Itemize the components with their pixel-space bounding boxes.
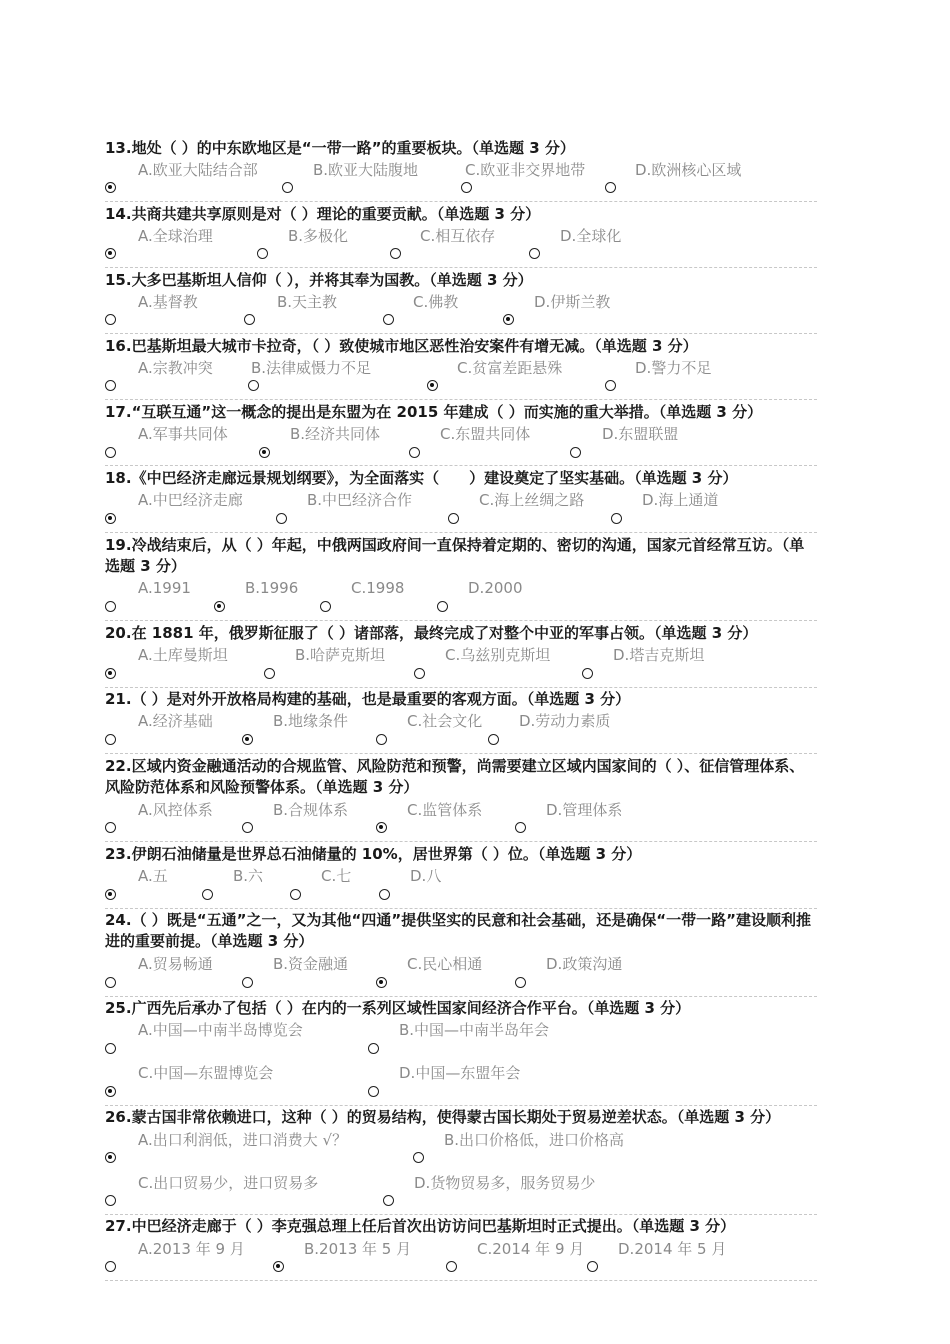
question-title: 16.巴基斯坦最大城市卡拉奇，（ ）致使城市地区恶性治安案件有增无减。（单选题 3 分） [105, 337, 698, 355]
option-label-a: A.基督教 [138, 293, 198, 311]
radio-option-a[interactable] [105, 1043, 116, 1054]
option-label-a: A.风控体系 [138, 801, 213, 819]
radio-option-c[interactable] [105, 1086, 116, 1097]
option-label-b: B.天主教 [277, 293, 338, 311]
radio-option-d[interactable] [582, 668, 593, 679]
question-divider [105, 267, 817, 268]
radio-option-a[interactable] [105, 977, 116, 988]
option-label-b: B.中巴经济合作 [307, 491, 413, 509]
option-label-d: D.2000 [468, 579, 523, 597]
radio-option-b[interactable] [242, 734, 253, 745]
question-16 [105, 336, 817, 401]
question-title: 21.（ ）是对外开放格局构建的基础，也是最重要的客观方面。（单选题 3 分） [105, 690, 631, 708]
option-label-d: D.伊斯兰教 [534, 293, 611, 311]
option-label-b: B.六 [233, 867, 264, 885]
radio-option-b[interactable] [244, 314, 255, 325]
question-title: 23.伊朗石油储量是世界总石油储量的 10%，居世界第（ ）位。（单选题 3 分） [105, 845, 642, 863]
option-label-c: C.出口贸易少，进口贸易多 [138, 1174, 319, 1192]
question-divider [105, 687, 817, 688]
radio-option-b[interactable] [282, 182, 293, 193]
question-23 [105, 844, 817, 910]
radio-option-c[interactable] [461, 182, 472, 193]
question-title: 25.广西先后承办了包括（ ）在内的一系列区域性国家间经济合作平台。（单选题 3 分） [105, 999, 691, 1017]
radio-option-a[interactable] [105, 380, 116, 391]
question-title: 17.“互联互通”这一概念的提出是东盟为在 2015 年建成（ ）而实施的重大举措。（单选题 3 分） [105, 403, 763, 421]
option-label-a: A.中国—中南半岛博览会 [138, 1021, 303, 1039]
option-label-b: B.合规体系 [273, 801, 349, 819]
option-label-c: C.七 [321, 867, 352, 885]
question-divider [105, 996, 817, 997]
option-label-b: B.1996 [245, 579, 299, 597]
radio-option-b[interactable] [259, 447, 270, 458]
option-label-b: B.经济共同体 [290, 425, 381, 443]
option-label-d: D.管理体系 [546, 801, 623, 819]
radio-option-b[interactable] [257, 248, 268, 259]
question-title: 24.（ ）既是“五通”之一，又为其他“四通”提供坚实的民意和社会基础，还是确保“一带一路”建设顺利推进的重要前提。（单选题 3 分） [105, 911, 811, 950]
radio-option-c[interactable] [427, 380, 438, 391]
question-13 [105, 138, 817, 203]
option-label-a: A.欧亚大陆结合部 [138, 161, 258, 179]
option-label-a: A.2013 年 9 月 [138, 1240, 245, 1258]
radio-option-d[interactable] [437, 601, 448, 612]
question-divider [105, 908, 817, 909]
option-label-a: A.宗教冲突 [138, 359, 213, 377]
question-title: 20.在 1881 年，俄罗斯征服了（ ）诸部落，最终完成了对整个中亚的军事占领。（单选题 3 分） [105, 624, 758, 642]
radio-option-c[interactable] [376, 822, 387, 833]
option-label-c: C.社会文化 [407, 712, 483, 730]
option-label-d: D.警力不足 [635, 359, 712, 377]
option-label-c: C.相互依存 [420, 227, 496, 245]
question-divider [105, 465, 817, 466]
question-15 [105, 270, 817, 335]
question-21 [105, 689, 817, 755]
radio-option-a[interactable] [105, 668, 116, 679]
radio-option-d[interactable] [605, 380, 616, 391]
radio-option-d[interactable] [488, 734, 499, 745]
question-19 [105, 535, 817, 622]
radio-option-a[interactable] [105, 1152, 116, 1163]
option-label-b: B.欧亚大陆腹地 [313, 161, 419, 179]
question-divider [105, 201, 817, 202]
option-label-c: C.东盟共同体 [440, 425, 531, 443]
option-label-a: A.1991 [138, 579, 191, 597]
radio-option-c[interactable] [376, 734, 387, 745]
option-label-c: C.贫富差距悬殊 [457, 359, 563, 377]
option-label-b: B.哈萨克斯坦 [295, 646, 386, 664]
option-label-b: B.多极化 [288, 227, 349, 245]
radio-option-c[interactable] [409, 447, 420, 458]
question-18 [105, 468, 817, 534]
radio-option-a[interactable] [105, 822, 116, 833]
option-label-c: C.乌兹别克斯坦 [445, 646, 551, 664]
radio-option-b[interactable] [202, 889, 213, 900]
question-title: 15.大多巴基斯坦人信仰（ ），并将其奉为国教。（单选题 3 分） [105, 271, 533, 289]
option-label-c: C.佛教 [413, 293, 459, 311]
question-14 [105, 204, 817, 269]
radio-option-a[interactable] [105, 182, 116, 193]
radio-option-a[interactable] [105, 513, 116, 524]
option-label-a: A.中巴经济走廊 [138, 491, 243, 509]
radio-option-d[interactable] [529, 248, 540, 259]
option-label-c: C.民心相通 [407, 955, 483, 973]
radio-option-c[interactable] [290, 889, 301, 900]
radio-option-a[interactable] [105, 734, 116, 745]
question-title: 18.《中巴经济走廊远景规划纲要》，为全面落实（ ）建设奠定了坚实基础。（单选题 3 分） [105, 469, 738, 487]
radio-option-d[interactable] [379, 889, 390, 900]
question-divider [105, 841, 817, 842]
question-title: 13.地处（ ）的中东欧地区是“一带一路”的重要板块。（单选题 3 分） [105, 139, 575, 157]
question-title: 22.区域内资金融通活动的合规监管、风险防范和预警，尚需要建立区域内国家间的（ ）、征信管理体系、风险防范体系和风险预警体系。（单选题 3 分） [105, 757, 805, 796]
radio-option-a[interactable] [105, 601, 116, 612]
radio-option-c[interactable] [105, 1195, 116, 1206]
option-label-c: C.1998 [351, 579, 405, 597]
radio-option-a[interactable] [105, 248, 116, 259]
question-title: 26.蒙古国非常依赖进口，这种（ ）的贸易结构，使得蒙古国长期处于贸易逆差状态。（单选题 3 分） [105, 1108, 781, 1126]
option-label-d: D.海上通道 [642, 491, 719, 509]
radio-option-d[interactable] [383, 1195, 394, 1206]
radio-option-b[interactable] [242, 822, 253, 833]
question-22 [105, 756, 817, 843]
question-25 [105, 998, 817, 1107]
question-27 [105, 1216, 817, 1282]
radio-option-d[interactable] [611, 513, 622, 524]
question-title: 27.中巴经济走廊于（ ）李克强总理上任后首次出访访问巴基斯坦时正式提出。（单选题 3 分） [105, 1217, 736, 1235]
radio-option-c[interactable] [376, 977, 387, 988]
radio-option-b[interactable] [276, 513, 287, 524]
option-label-a: A.土库曼斯坦 [138, 646, 228, 664]
radio-option-a[interactable] [105, 447, 116, 458]
radio-option-d[interactable] [515, 977, 526, 988]
question-divider [105, 333, 817, 334]
radio-option-a[interactable] [105, 889, 116, 900]
option-label-c: C.监管体系 [407, 801, 483, 819]
radio-option-b[interactable] [242, 977, 253, 988]
option-label-d: D.东盟联盟 [602, 425, 679, 443]
option-label-d: D.货物贸易多，服务贸易少 [414, 1174, 596, 1192]
question-26 [105, 1107, 817, 1216]
option-label-c: C.海上丝绸之路 [479, 491, 585, 509]
option-label-c: C.中国—东盟博览会 [138, 1064, 274, 1082]
radio-option-d[interactable] [570, 447, 581, 458]
radio-option-d[interactable] [605, 182, 616, 193]
question-20 [105, 623, 817, 689]
radio-option-c[interactable] [383, 314, 394, 325]
question-divider [105, 753, 817, 754]
option-label-a: A.经济基础 [138, 712, 213, 730]
option-label-c: C.2014 年 9 月 [477, 1240, 585, 1258]
radio-option-b[interactable] [368, 1043, 379, 1054]
question-24 [105, 910, 817, 998]
option-label-b: B.中国—中南半岛年会 [399, 1021, 550, 1039]
question-title: 19.冷战结束后，从（ ）年起，中俄两国政府间一直保持着定期的、密切的沟通，国家元首经常互访。（单选题 3 分） [105, 536, 805, 575]
option-label-a: A.全球治理 [138, 227, 213, 245]
option-label-d: D.劳动力素质 [519, 712, 611, 730]
radio-option-b[interactable] [264, 668, 275, 679]
option-label-d: D.八 [410, 867, 442, 885]
radio-option-a[interactable] [105, 1261, 116, 1272]
option-label-d: D.政策沟通 [546, 955, 623, 973]
option-label-b: B.出口价格低，进口价格高 [444, 1131, 625, 1149]
radio-option-c[interactable] [414, 668, 425, 679]
option-label-d: D.塔吉克斯坦 [613, 646, 705, 664]
radio-option-c[interactable] [390, 248, 401, 259]
option-label-a: A.出口利润低，进口消费大 √？ [138, 1131, 348, 1149]
radio-option-b[interactable] [413, 1152, 424, 1163]
option-label-b: B.法律威慑力不足 [251, 359, 372, 377]
radio-option-b[interactable] [273, 1261, 284, 1272]
radio-option-c[interactable] [446, 1261, 457, 1272]
radio-option-d[interactable] [503, 314, 514, 325]
option-label-d: D.2014 年 5 月 [618, 1240, 727, 1258]
radio-option-c[interactable] [448, 513, 459, 524]
option-label-c: C.欧亚非交界地带 [465, 161, 586, 179]
radio-option-a[interactable] [105, 314, 116, 325]
option-label-d: D.中国—东盟年会 [399, 1064, 521, 1082]
question-divider [105, 399, 817, 400]
question-divider [105, 1280, 817, 1281]
question-17 [105, 402, 817, 467]
option-label-b: B.资金融通 [273, 955, 349, 973]
radio-option-b[interactable] [214, 601, 225, 612]
option-label-d: D.欧洲核心区域 [635, 161, 742, 179]
option-label-a: A.五 [138, 867, 168, 885]
question-divider [105, 620, 817, 621]
radio-option-c[interactable] [320, 601, 331, 612]
option-label-a: A.军事共同体 [138, 425, 228, 443]
question-divider [105, 532, 817, 533]
option-label-b: B.2013 年 5 月 [304, 1240, 412, 1258]
option-label-a: A.贸易畅通 [138, 955, 213, 973]
option-label-d: D.全球化 [560, 227, 622, 245]
question-title: 14.共商共建共享原则是对（ ）理论的重要贡献。（单选题 3 分） [105, 205, 541, 223]
option-label-b: B.地缘条件 [273, 712, 349, 730]
radio-option-d[interactable] [368, 1086, 379, 1097]
radio-option-d[interactable] [587, 1261, 598, 1272]
radio-option-b[interactable] [248, 380, 259, 391]
question-divider [105, 1214, 817, 1215]
radio-option-d[interactable] [515, 822, 526, 833]
question-divider [105, 1105, 817, 1106]
